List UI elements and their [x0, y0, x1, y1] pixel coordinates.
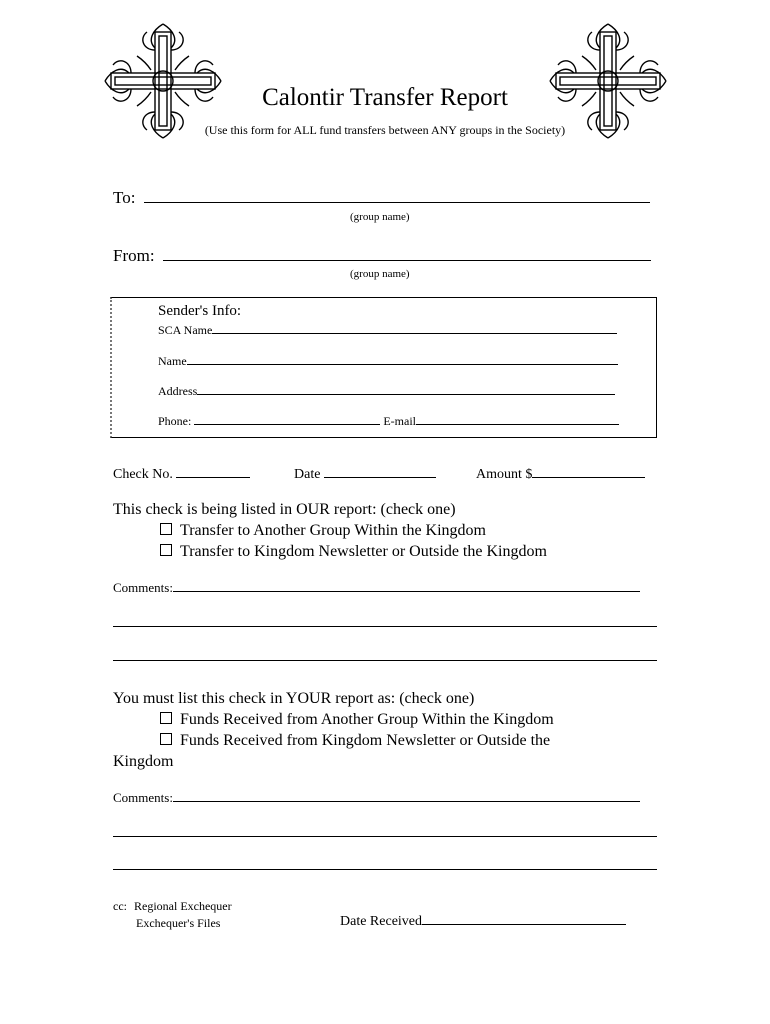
our-option-1-label: Transfer to Another Group Within the Kingdom	[180, 522, 486, 539]
phone-email-row	[158, 414, 619, 429]
our-option-2[interactable]	[160, 543, 547, 561]
to-hint: (group name)	[350, 211, 410, 223]
from-row	[113, 246, 651, 266]
your-option-2-label: Funds Received from Kingdom Newsletter or Outside the	[180, 732, 551, 749]
your-comments-label: Comments:	[113, 790, 173, 805]
from-label: From:	[113, 246, 155, 265]
your-comments-line-3[interactable]	[113, 869, 657, 870]
your-comments-field[interactable]	[173, 801, 640, 802]
amount-label: Amount $	[476, 467, 533, 482]
our-comments-line-2[interactable]	[113, 626, 657, 627]
page-title: Calontir Transfer Report	[262, 84, 508, 111]
date-row	[294, 467, 436, 483]
to-group-field[interactable]	[144, 202, 650, 203]
sca-name-label: SCA Name	[158, 323, 213, 337]
checkbox-icon[interactable]	[160, 712, 172, 724]
your-option-1-label: Funds Received from Another Group Within the Kingdom	[180, 711, 554, 728]
check-no-label: Check No.	[113, 467, 173, 482]
our-comments-field[interactable]	[173, 591, 640, 592]
address-field[interactable]	[197, 394, 615, 395]
date-received-field[interactable]	[422, 924, 626, 925]
date-received-row	[340, 914, 626, 930]
your-option-1[interactable]	[160, 711, 554, 729]
your-report-prompt: You must list this check in YOUR report as: (check one)	[113, 690, 475, 707]
date-received-label: Date Received	[340, 914, 423, 929]
date-label: Date	[294, 467, 321, 482]
cc-regional-exchequer: Regional Exchequer	[134, 899, 232, 913]
address-row	[158, 384, 615, 399]
phone-field[interactable]	[194, 424, 380, 425]
sca-name-field[interactable]	[212, 333, 617, 334]
sender-heading: Sender's Info:	[158, 303, 242, 319]
your-comments-line-2[interactable]	[113, 836, 657, 837]
our-report-prompt: This check is being listed in OUR report: (check one)	[113, 501, 456, 518]
our-comments-line-3[interactable]	[113, 660, 657, 661]
email-field[interactable]	[416, 424, 619, 425]
to-row	[113, 188, 650, 208]
our-option-2-label: Transfer to Kingdom Newsletter or Outside the Kingdom	[180, 543, 547, 560]
our-option-1[interactable]	[160, 522, 486, 540]
checkbox-icon[interactable]	[160, 733, 172, 745]
name-label: Name	[158, 354, 187, 368]
cc-label: cc:	[113, 899, 127, 913]
address-label: Address	[158, 384, 198, 398]
from-hint: (group name)	[350, 268, 410, 280]
phone-label: Phone:	[158, 414, 192, 428]
check-no-row	[113, 467, 250, 483]
from-group-field[interactable]	[163, 260, 651, 261]
check-no-field[interactable]	[176, 477, 250, 478]
name-field[interactable]	[187, 364, 618, 365]
our-comments-label: Comments:	[113, 580, 173, 595]
page-subtitle: (Use this form for ALL fund transfers between ANY groups in the Society)	[204, 123, 566, 137]
your-option-2[interactable]	[160, 732, 550, 750]
your-comments-row	[113, 790, 640, 806]
cc-exchequers-files: Exchequer's Files	[136, 916, 221, 930]
checkbox-icon[interactable]	[160, 523, 172, 535]
email-label: E-mail	[383, 414, 416, 428]
amount-field[interactable]	[532, 477, 645, 478]
sca-name-row	[158, 323, 617, 338]
to-label: To:	[113, 188, 136, 207]
cc-line-1	[113, 899, 232, 914]
your-option-2-wrap: Kingdom	[113, 753, 174, 770]
date-field[interactable]	[324, 477, 436, 478]
amount-row	[476, 467, 645, 483]
our-comments-row	[113, 580, 640, 596]
checkbox-icon[interactable]	[160, 544, 172, 556]
name-row	[158, 354, 618, 369]
